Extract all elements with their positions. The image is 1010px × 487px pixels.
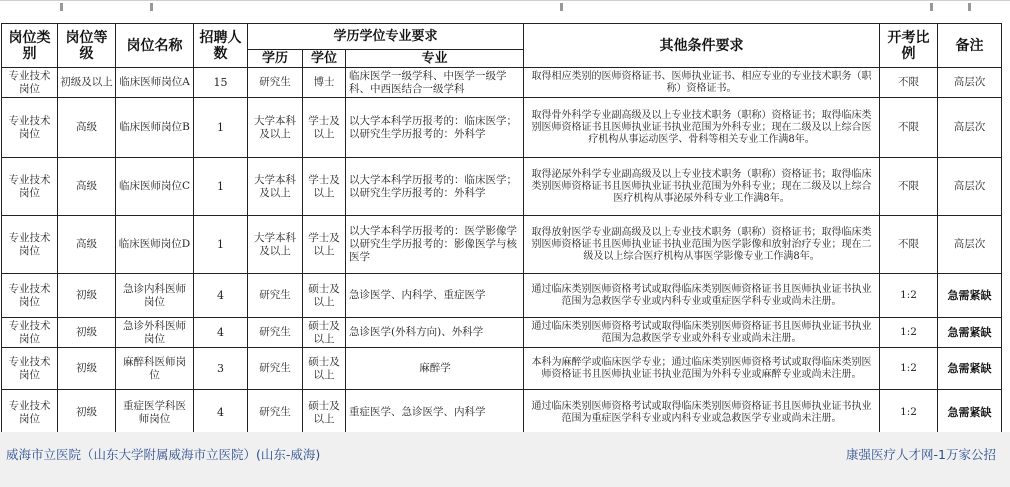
cell-note: 高层次 — [938, 98, 1002, 158]
cell-note: 急需紧缺 — [938, 274, 1002, 318]
cell-major: 以大学本科学历报考的：医学影像学以研究生学历报考的：影像医学与核医学 — [346, 216, 524, 274]
cell-name: 临床医师岗位A — [116, 68, 194, 98]
cell-ratio: 不限 — [880, 98, 938, 158]
crop-mark — [930, 3, 933, 11]
cell-major: 重症医学、急诊医学、内科学 — [346, 390, 524, 436]
cell-count: 4 — [194, 274, 248, 318]
cell-major: 急诊医学、内科学、重症医学 — [346, 274, 524, 318]
header-degree: 学位 — [303, 50, 346, 68]
cell-edu: 大学本科及以上 — [248, 216, 303, 274]
cell-other: 本科为麻醉学或临床医学专业；通过临床类别医师资格考试或取得临床类别医师资格证书且医师执业证书执业范围为外科专业或麻醉专业或尚未注册。 — [524, 348, 880, 390]
cell-degree: 硕士及以上 — [303, 390, 346, 436]
source-caption[interactable]: 康强医疗人才网-1万家公招 — [846, 447, 996, 462]
cell-degree: 学士及以上 — [303, 98, 346, 158]
cell-level: 高级 — [58, 98, 116, 158]
table-row — [2, 216, 1002, 274]
cell-category: 专业技术岗位 — [2, 318, 58, 348]
cell-level: 初级 — [58, 390, 116, 436]
crop-mark — [60, 3, 63, 11]
cell-other: 取得泌尿外科学专业副高级及以上专业技术职务（职称）资格证书；取得临床类别医师资格证书且医师执业证书执业范围为外科专业；现在二级及以上综合医疗机构从事泌尿外科专业工作满8年。 — [524, 158, 880, 216]
cell-level: 初级 — [58, 274, 116, 318]
cell-count: 4 — [194, 318, 248, 348]
cropped-header-marks — [0, 3, 1010, 15]
header-edu: 学历 — [248, 50, 303, 68]
cell-ratio: 1:2 — [880, 390, 938, 436]
cell-ratio: 不限 — [880, 68, 938, 98]
table-row — [2, 158, 1002, 216]
table-row — [2, 98, 1002, 158]
crop-mark — [968, 3, 971, 11]
cell-level: 高级 — [58, 158, 116, 216]
cell-ratio: 1:2 — [880, 318, 938, 348]
cell-count: 3 — [194, 348, 248, 390]
cell-edu: 研究生 — [248, 274, 303, 318]
header-count: 招聘人数 — [194, 24, 248, 68]
cell-count: 1 — [194, 158, 248, 216]
cell-name: 急诊外科医师岗位 — [116, 318, 194, 348]
cell-edu: 大学本科及以上 — [248, 98, 303, 158]
cell-name: 临床医师岗位C — [116, 158, 194, 216]
header-category: 岗位类别 — [2, 24, 58, 68]
cell-ratio: 1:2 — [880, 274, 938, 318]
cell-note: 高层次 — [938, 68, 1002, 98]
cell-name: 重症医学科医师岗位 — [116, 390, 194, 436]
header-note: 备注 — [938, 24, 1002, 68]
cell-category: 专业技术岗位 — [2, 348, 58, 390]
cell-level: 高级 — [58, 216, 116, 274]
cell-edu: 研究生 — [248, 348, 303, 390]
cell-other: 取得放射医学专业副高级及以上专业技术职务（职称）资格证书；取得临床类别医师资格证书且医师执业证书执业范围为医学影像和放射治疗专业；现在二级及以上综合医疗机构从事医学影像专业工作满8年。 — [524, 216, 880, 274]
cell-level: 初级及以上 — [58, 68, 116, 98]
header-major: 专业 — [346, 50, 524, 68]
cell-count: 1 — [194, 216, 248, 274]
header-edu-group: 学历学位专业要求 — [248, 24, 524, 50]
table-row — [2, 274, 1002, 318]
cell-major: 以大学本科学历报考的：临床医学；以研究生学历报考的：外科学 — [346, 158, 524, 216]
cell-edu: 研究生 — [248, 390, 303, 436]
cell-category: 专业技术岗位 — [2, 274, 58, 318]
cell-category: 专业技术岗位 — [2, 68, 58, 98]
cell-degree: 硕士及以上 — [303, 348, 346, 390]
hospital-name-caption[interactable]: 威海市立医院（山东大学附属威海市立医院）(山东-威海) — [6, 447, 321, 462]
cell-other: 取得相应类别的医师资格证书、医师执业证书、相应专业的专业技术职务（职称）资格证书。 — [524, 68, 880, 98]
table-row — [2, 318, 1002, 348]
cell-edu: 研究生 — [248, 68, 303, 98]
cell-other: 取得骨外科学专业副高级及以上专业技术职务（职称）资格证书；取得临床类别医师资格证书且医师执业证书执业范围为外科专业；现在二级及以上综合医疗机构从事运动医学、骨科等相关专业工作满8年。 — [524, 98, 880, 158]
cell-major: 急诊医学(外科方向)、外科学 — [346, 318, 524, 348]
cell-ratio: 不限 — [880, 216, 938, 274]
cell-other: 通过临床类别医师资格考试或取得临床类别医师资格证书且医师执业证书执业范围为重症医学科专业或内科专业或急救医学专业或尚未注册。 — [524, 390, 880, 436]
cell-count: 1 — [194, 98, 248, 158]
cell-name: 临床医师岗位B — [116, 98, 194, 158]
cell-note: 高层次 — [938, 216, 1002, 274]
cell-category: 专业技术岗位 — [2, 390, 58, 436]
cell-major: 以大学本科学历报考的：临床医学；以研究生学历报考的：外科学 — [346, 98, 524, 158]
cell-degree: 学士及以上 — [303, 216, 346, 274]
cell-degree: 学士及以上 — [303, 158, 346, 216]
cell-edu: 研究生 — [248, 318, 303, 348]
crop-mark — [150, 3, 153, 11]
cell-degree: 硕士及以上 — [303, 318, 346, 348]
cell-degree: 博士 — [303, 68, 346, 98]
cell-other: 通过临床类别医师资格考试或取得临床类别医师资格证书且医师执业证书执业范围为急救医学专业或外科专业或尚未注册。 — [524, 318, 880, 348]
cell-name: 麻醉科医师岗位 — [116, 348, 194, 390]
cell-category: 专业技术岗位 — [2, 216, 58, 274]
cell-major: 临床医学一级学科、中医学一级学科、中西医结合一级学科 — [346, 68, 524, 98]
cell-name: 临床医师岗位D — [116, 216, 194, 274]
cell-major: 麻醉学 — [346, 348, 524, 390]
cell-other: 通过临床类别医师资格考试或取得临床类别医师资格证书且医师执业证书执业范围为急救医学专业或内科专业或重症医学科专业或尚未注册。 — [524, 274, 880, 318]
table-row — [2, 390, 1002, 436]
cell-level: 初级 — [58, 348, 116, 390]
cell-ratio: 不限 — [880, 158, 938, 216]
table-row — [2, 68, 1002, 98]
cell-category: 专业技术岗位 — [2, 98, 58, 158]
crop-mark — [560, 3, 563, 11]
job-requirements-table — [1, 23, 1002, 436]
cell-note: 急需紧缺 — [938, 318, 1002, 348]
cell-ratio: 1:2 — [880, 348, 938, 390]
cell-count: 15 — [194, 68, 248, 98]
header-level: 岗位等级 — [58, 24, 116, 68]
cell-degree: 硕士及以上 — [303, 274, 346, 318]
header-ratio: 开考比例 — [880, 24, 938, 68]
cell-category: 专业技术岗位 — [2, 158, 58, 216]
cell-count: 4 — [194, 390, 248, 436]
cell-note: 急需紧缺 — [938, 348, 1002, 390]
cell-note: 高层次 — [938, 158, 1002, 216]
cell-name: 急诊内科医师岗位 — [116, 274, 194, 318]
cell-note: 急需紧缺 — [938, 390, 1002, 436]
table-row — [2, 348, 1002, 390]
header-other: 其他条件要求 — [524, 24, 880, 68]
header-name: 岗位名称 — [116, 24, 194, 68]
header-row-main — [2, 24, 1002, 50]
cell-level: 初级 — [58, 318, 116, 348]
cell-edu: 大学本科及以上 — [248, 158, 303, 216]
